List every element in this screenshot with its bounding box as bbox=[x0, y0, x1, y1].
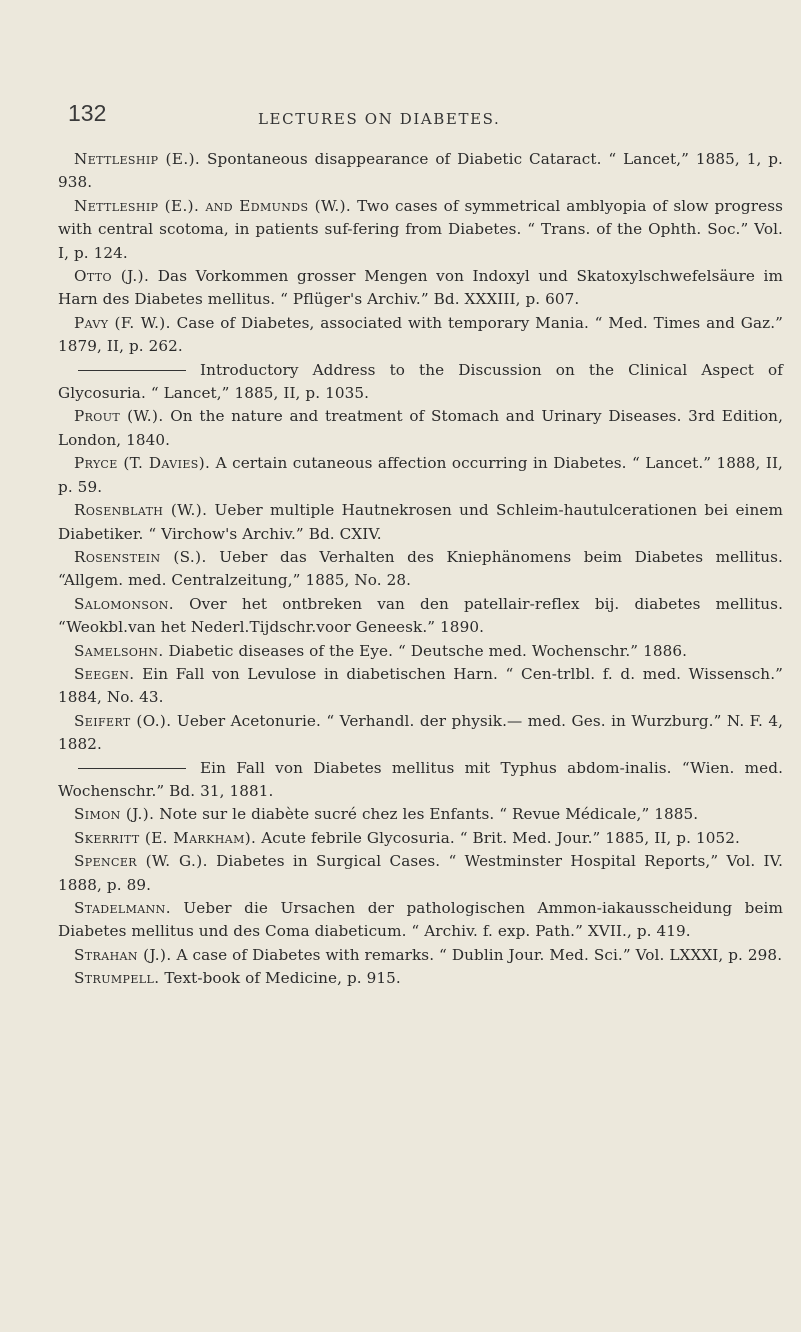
entry-author: Simon (J.). bbox=[74, 805, 155, 824]
entry-text: Introductory Address to the Discussion on the Clinical Aspect of Glycosuria. “ Lancet,” 1885, II, p. 1035. bbox=[58, 360, 783, 403]
entry-text: Ueber das Verhalten des Kniephänomens beim Diabetes mellitus. “Allgem. med. Centralzeitung,” 1885, No. 28. bbox=[58, 547, 783, 590]
entry-text: Case of Diabetes, associated with temporary Mania. “ Med. Times and Gaz.” 1879, II, p. 262. bbox=[58, 313, 783, 356]
entry-author: Rosenblath (W.). bbox=[74, 501, 208, 520]
bibliography-entry bbox=[58, 195, 783, 265]
entry-author: Samelsohn. bbox=[74, 641, 164, 660]
bibliography-entry bbox=[58, 499, 783, 546]
bibliography-entry bbox=[58, 897, 783, 944]
entry-text: Text-book of Medicine, p. 915. bbox=[159, 969, 401, 988]
entry-author: Salomonson. bbox=[74, 594, 174, 613]
bibliography-entry bbox=[58, 827, 783, 850]
entry-author: Rosenstein (S.). bbox=[74, 547, 207, 566]
bibliography-entry bbox=[58, 148, 783, 195]
running-title: LECTURES ON DIABETES. bbox=[258, 110, 501, 128]
entry-text: Ueber die Ursachen der pathologischen Ammon-iakausscheidung beim Diabetes mellitus und des Coma diabeticum. “ Archiv. f. exp. Path.” XVII., p. 419. bbox=[58, 899, 783, 941]
bibliography-entry bbox=[58, 967, 783, 990]
entry-author: Stadelmann. bbox=[74, 899, 171, 917]
entry-author: Nettleship (E.). bbox=[74, 150, 201, 168]
entry-author: Skerritt (E. Markham). bbox=[74, 828, 257, 847]
entry-text: Spontaneous disappearance of Diabetic Cataract. “ Lancet,” 1885, 1, p. 938. bbox=[58, 150, 783, 192]
page-header bbox=[0, 100, 801, 140]
bibliography-entry bbox=[58, 312, 783, 359]
entry-author: Seifert (O.). bbox=[74, 711, 172, 730]
entry-text: Over het ontbreken van den patellair-reflex bij. diabetes mellitus. “Weokbl.van het Nederl.Tijdschr.voor Geneesk.” 1890. bbox=[58, 594, 783, 637]
entry-author: Seegen. bbox=[74, 664, 135, 683]
entry-text: A certain cutaneous affection occurring in Diabetes. “ Lancet.” 1888, II, p. 59. bbox=[58, 454, 783, 496]
entry-text: Ueber Acetonurie. “ Verhandl. der physik.— med. Ges. in Wurzburg.” N. F. 4, 1882. bbox=[58, 711, 784, 754]
bibliography-entry bbox=[58, 359, 783, 406]
bibliography-entry bbox=[58, 757, 783, 804]
bibliography-entry bbox=[58, 803, 783, 826]
entry-text: Ueber multiple Hautnekrosen und Schleim-hautulcerationen bei einem Diabetiker. “ Virchow's Archiv.” Bd. CXIV. bbox=[58, 501, 783, 543]
entry-text: Ein Fall von Levulose in diabetischen Harn. “ Cen-trlbl. f. d. med. Wissensch.” 1884, No. 43. bbox=[58, 664, 783, 707]
bibliography-entry bbox=[58, 850, 783, 897]
entry-author: Strumpell. bbox=[74, 969, 160, 988]
ditto-dash bbox=[78, 370, 186, 371]
bibliography-entry bbox=[58, 593, 783, 640]
bibliography-entry bbox=[58, 265, 783, 312]
entry-text: Two cases of symmetrical amblyopia of slow progress with central scotoma, in patients suf-fering from Diabetes. “ Trans. of the Ophth. Soc.” Vol. I, p. 124. bbox=[58, 196, 783, 262]
entry-text: Diabetes in Surgical Cases. “ Westminster Hospital Reports,” Vol. IV. 1888, p. 89. bbox=[58, 852, 783, 894]
entry-author: Pavy (F. W.). bbox=[74, 313, 171, 332]
entry-author: Strahan (J.). bbox=[74, 945, 172, 964]
entry-author: Nettleship (E.). and Edmunds (W.). bbox=[74, 196, 352, 215]
bibliography-entry bbox=[58, 710, 783, 757]
entry-text: Note sur le diabète sucré chez les Enfants. “ Revue Médicale,” 1885. bbox=[154, 805, 699, 824]
entry-author: Pryce (T. Davies). bbox=[74, 454, 211, 473]
bibliography-entry bbox=[58, 452, 783, 499]
bibliography-entry bbox=[58, 663, 783, 710]
ditto-dash bbox=[78, 768, 186, 769]
entry-text: Diabetic diseases of the Eye. “ Deutsche med. Wochenschr.” 1886. bbox=[163, 641, 688, 660]
bibliography-entry bbox=[58, 640, 783, 663]
bibliography-entry bbox=[58, 546, 783, 593]
entry-text: On the nature and treatment of Stomach and Urinary Diseases. 3rd Edition, London, 1840. bbox=[58, 407, 783, 449]
entry-text: Das Vorkommen grosser Mengen von Indoxyl und Skatoxylschwefelsäure im Harn des Diabetes mellitus. “ Pflüger's Archiv.” Bd. XXXIII, p. 607. bbox=[58, 267, 783, 309]
bibliography-entry bbox=[58, 944, 783, 967]
bibliography-entry bbox=[58, 405, 783, 452]
entry-author: Spencer (W. G.). bbox=[74, 852, 208, 871]
entry-text: Ein Fall von Diabetes mellitus mit Typhus abdom-inalis. “Wien. med. Wochenschr.” Bd. 31, 1881. bbox=[58, 758, 783, 800]
entry-author: Otto (J.). bbox=[74, 267, 150, 286]
entry-author: Prout (W.). bbox=[74, 407, 164, 426]
entry-text: Acute febrile Glycosuria. “ Brit. Med. Jour.” 1885, II, p. 1052. bbox=[256, 828, 740, 847]
page-number: 132 bbox=[68, 100, 107, 126]
bibliography-list bbox=[58, 148, 783, 991]
entry-text: A case of Diabetes with remarks. “ Dublin Jour. Med. Sci.” Vol. LXXXI, p. 298. bbox=[171, 945, 783, 964]
